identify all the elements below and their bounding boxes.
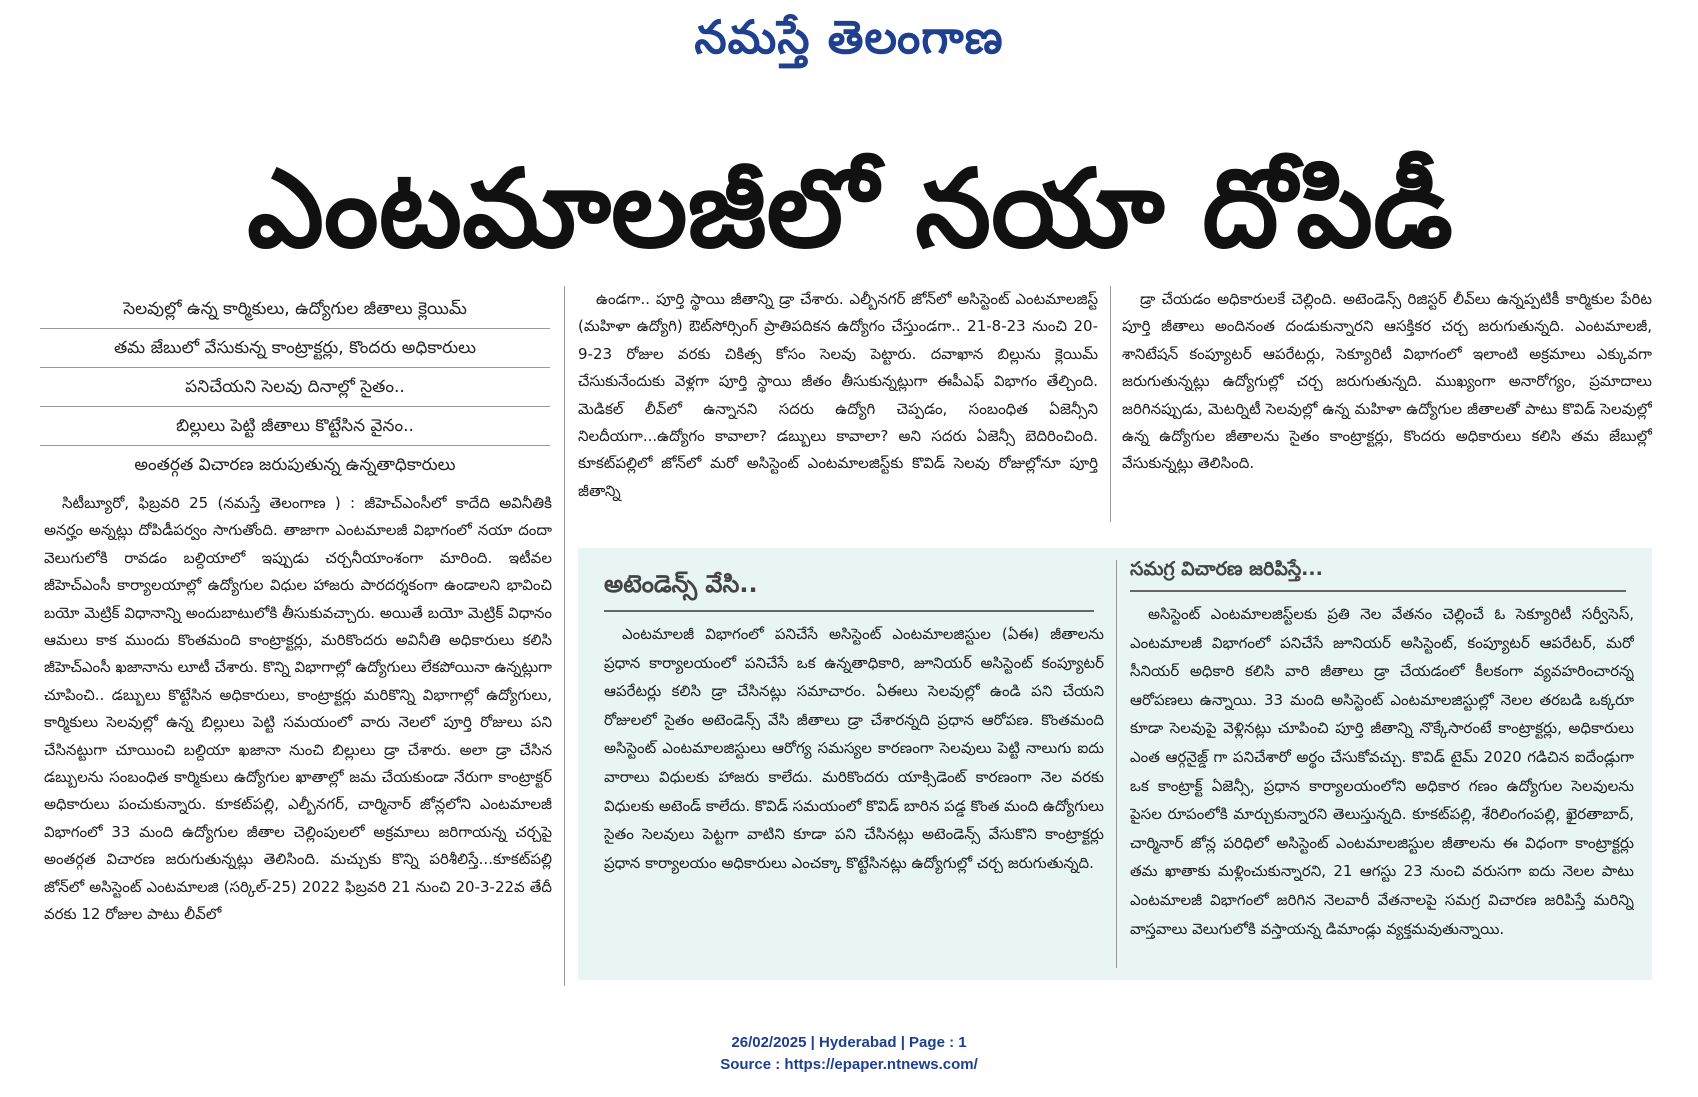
page-footer-source: Source : https://epaper.ntnews.com/ — [720, 1056, 978, 1073]
box-paragraph: అసిస్టెంట్ ఎంటమాలజిస్ట్‌లకు ప్రతి నెల వేతనం చెల్లించే ఓ సెక్యూరిటీ సర్వీసెస్, ఎంటమాలజీ విభాగంలో పనిచేసే జూనియర్ అసిస్టెంట్, కంప్యూటర్ ఆపరేటర్, మరో సీనియర్ అధికారి కలిసి వారి జీతాలు డ్రా చేయడంలో కీలకంగా వ్యవహరించారన్న ఆరోపణలు ఉన్నాయి. 33 మంది అసిస్టెంట్ ఎంటమాలజిస్టుల్లో నెలల తరబడి ఒక్కరూ కూడా సెలవుపై వెళ్లినట్లు చూపించి పూర్తి జీతాన్ని నొక్కేసారంటే కాంట్రాక్టర్లు, అధికారులు ఎంత ఆర్గనైజ్డ్ గా పనిచేశారో అర్థం చేసుకోవచ్చు. కొవిడ్ టైమ్ 2020 గడిచిన ఐదేండ్లుగా ఒక కాంట్రాక్ట్ ఏజెన్సీ, ప్రధాన కార్యాలయంలోని అధికార గణం ఉద్యోగుల సెలవులను పైసల రూపంలోకి మార్చుకున్నారని తెలుస్తున్నది. కూకట్‌పల్లి, శేరిలింగంపల్లి, ఖైరతాబాద్, చార్మినార్ జోన్ల పరిధిలో అసిస్టెంట్ ఎంటమాలజిస్టుల జీతాలను ఈ విధంగా కాంట్రాక్టర్లు తమ ఖాతాకు మళ్లించుకున్నారని, 21 ఆగస్టు 23 నుంచి వరుసగా ఐదు నెలల పాటు ఎంటమాలజీ విభాగంలో జరిగిన నెలవారీ వేతనాలపై సమగ్ర విచారణ జరిపిస్తే మరిన్ని వాస్తవాలు వెలుగులోకి వస్తాయన్న డిమాండ్లు వ్యక్తమవుతున్నాయి. — [1130, 605, 1634, 938]
column-divider — [1110, 286, 1111, 522]
article-column-middle — [578, 286, 1098, 522]
newspaper-masthead — [0, 10, 1698, 80]
page-footer-dateline: 26/02/2025 | Hyderabad | Page : 1 — [731, 1034, 967, 1051]
article-paragraph: డ్రా చేయడం అధికారులకే చెల్లింది. అటెండెన్స్ రిజిస్టర్ లీవ్‌లు ఉన్నప్పటికీ కార్మికుల పేరిట పూర్తి జీతాలు అందినంత దండుకున్నారని ఆసక్తికర చర్చ జరుగుతున్నది. ఎంటమాలజీ, శానిటేషన్ కంప్యూటర్ ఆపరేటర్లు, సెక్యూరిటీ విభాగంలో ఇలాంటి అక్రమాలు ఎక్కువగా జరుగుతున్నట్లు ఉద్యోగుల్లో చర్చ జరుగుతున్నది. ముఖ్యంగా అనారోగ్యం, ప్రమాదాలు జరిగినప్పుడు, మెటర్నిటీ సెలవుల్లో ఉన్న మహిళా ఉద్యోగుల జీతాలతో పాటు కొవిడ్ సెలవుల్లో ఉన్న ఉద్యోగుల జీతాలను సైతం కాంట్రాక్టర్లు, కొందరు అధికారులు కలిసి తమ జేబుల్లో వేసుకున్నట్లు తెలిసింది. — [1122, 290, 1652, 473]
deck-line-3: పనిచేయని సెలవు దినాల్లో సైతం.. — [40, 368, 550, 407]
sidebar-box — [578, 548, 1652, 980]
box-paragraph: ఎంటమాలజీ విభాగంలో పనిచేసే అసిస్టెంట్ ఎంటమాలజిస్టుల (ఏఈ) జీతాలను ప్రధాన కార్యాలయంలో పనిచేసే ఒక ఉన్నతాధికారి, జూనియర్ అసిస్టెంట్ కంప్యూటర్ ఆపరేటర్లు కలిసి డ్రా చేసినట్లు సమాచారం. ఏఈలు సెలవుల్లో ఉండి పని చేయని రోజులలో సైతం అటెండెన్స్ వేసి జీతాలు డ్రా చేశారన్నది ప్రధాన ఆరోపణ. కొంతమంది అసిస్టెంట్ ఎంటమాలజిస్టులు ఆరోగ్య సమస్యల కారణంగా సెలవులు పెట్టి నాలుగు ఐదు వారాలు విధులకు హాజరు కాలేదు. మరికొందరు యాక్సిడెంట్ కారణంగా నెల వరకు విధులకు అటెండ్ కాలేదు. కొవిడ్ సమయంలో కొవిడ్ బారిన పడ్డ కొంత మంది ఉద్యోగులు సైతం సెలవులు పెట్టగా వాటిని కూడా పని చేసినట్లు అటెండెన్స్ వేసుకొని కాంట్రాక్టర్లు ప్రధాన కార్యాలయం అధికారులు ఎంచక్కా కొట్టేసినట్లు ఉద్యోగుల్లో చర్చ జరుగుతున్నది. — [604, 625, 1104, 872]
box-right-column — [1130, 600, 1634, 970]
deck-line-2: తమ జేబులో వేసుకున్న కాంట్రాక్టర్లు, కొందరు అధికారులు — [40, 329, 550, 368]
masthead-logo-text: నమస్తే తెలంగాణ — [694, 10, 1004, 64]
article-paragraph: ఉండగా.. పూర్తి స్థాయి జీతాన్ని డ్రా చేశారు. ఎల్బీనగర్ జోన్‌లో అసిస్టెంట్ ఎంటమాలజిస్ట్ (మహిళా ఉద్యోగి) ఔట్‌సోర్సింగ్ ప్రాతిపదికన ఉద్యోగం చేస్తుండగా.. 21-8-23 నుంచి 20-9-23 రోజుల వరకు చికిత్స కోసం సెలవు పెట్టారు. దవాఖాన బిల్లును క్లెయిమ్ చేసుకునేందుకు వెళ్లగా పూర్తి స్థాయి జీతం తీసుకున్నట్లుగా ఈపీఎఫ్ విభాగం తేల్చింది. మెడికల్ లీవ్‌లో ఉన్నానని సదరు ఉద్యోగి చెప్పడం, సంబంధిత ఏజెన్సీని నిలదీయగా...ఉద్యోగం కావాలా? డబ్బులు కావాలా? అని సదరు ఏజెన్సీ బెదిరించింది. కూకట్‌పల్లిలో జోన్‌లో మరో అసిస్టెంట్ ఎంటమాలజిస్ట్‌కు కొవిడ్ సెలవు రోజుల్లోనూ పూర్తి జీతాన్ని — [578, 290, 1098, 500]
box-column-divider — [1116, 560, 1117, 968]
deck-line-5: అంతర్గత విచారణ జరుపుతున్న ఉన్నతాధికారులు — [134, 455, 456, 475]
article-headline: ఎంటమాలజీలో నయా దోపిడీ — [247, 147, 1453, 272]
box-left-heading: అటెండెన్స్ వేసి.. — [604, 570, 758, 598]
deck-line-1: సెలవుల్లో ఉన్న కార్మికులు, ఉద్యోగుల జీతాలు క్లెయిమ్ — [40, 290, 550, 329]
box-heading-rule — [1130, 590, 1626, 592]
article-paragraph: సిటీబ్యూరో, ఫిబ్రవరి 25 (నమస్తే తెలంగాణ ) : జీహెచ్ఎంసీలో కాదేది అవినీతికి అనర్హం అన్నట్లు దోపిడీపర్వం సాగుతోంది. తాజాగా ఎంటమాలజీ విభాగంలో నయా దందా వెలుగులోకి రావడం బల్దియాలో ఇప్పుడు చర్చనీయాంశంగా మారింది. ఇటీవల జీహెచ్ఎంసీ కార్యాలయాల్లో ఉద్యోగుల విధుల హాజరు పారదర్శకంగా ఉండాలని భావించి బయో మెట్రిక్ విధానాన్ని అందుబాటులోకి తీసుకువచ్చారు. అయితే బయో మెట్రిక్ విధానం ఆమలు కాక ముందు కొంతమంది కాంట్రాక్టర్లు, మరికొందరు అవినీతి అధికారులు కలిసి జీహెచ్ఎంసీ ఖజానాను లూటీ చేశారు. కొన్ని విభాగాల్లో ఉద్యోగులు లేకపోయినా ఉన్నట్లుగా చూపించి.. డబ్బులు కొట్టేసిన అధికారులు, కాంట్రాక్టర్లు మరికొన్ని విభాగాల్లో ఉద్యోగులు, కార్మికులు సెలవుల్లో ఉన్న బిల్లులు పెట్టి సమయంలో వారు నెలలో పూర్తి రోజులు పని చేసినట్టుగా చూయించి బల్దియా ఖజానా నుంచి బిల్లులు డ్రా చేశారు. అలా డ్రా చేసిన డబ్బులను సంబంధిత కార్మికులు ఉద్యోగుల ఖాతాల్లో జమ చేయకుండా నేరుగా కాంట్రాక్టర్ అధికారులు పంచుకున్నారు. కూకట్‌పల్లి, ఎల్బీనగర్, చార్మినార్ జోన్లలోని ఎంటమాలజీ విభాగంలో 33 మంది ఉద్యోగుల జీతాల చెల్లింపులలో అక్రమాలు జరిగాయన్న చర్చపై అంతర్గత విచారణ జరుగుతున్నట్లు తెలిసింది. మచ్చుకు కొన్ని పరిశీలిస్తే...కూకట్‌పల్లి జోన్‌లో అసిస్టెంట్ ఎంటమాలజి (సర్కిల్-25) 2022 ఫిబ్రవరి 21 నుంచి 20-3-22వ తేదీ వరకు 12 రోజుల పాటు లీవ్‌లో — [44, 494, 552, 924]
article-column-right — [1122, 286, 1652, 522]
box-heading-rule — [604, 610, 1094, 612]
column-divider — [564, 286, 565, 986]
article-column-left — [44, 490, 552, 990]
sub-headline-decks — [40, 290, 550, 484]
deck-line-4: బిల్లులు పెట్టి జీతాలు కొట్టేసిన వైనం.. — [40, 407, 550, 446]
box-right-heading: సమగ్ర విచారణ జరిపిస్తే... — [1130, 558, 1323, 580]
box-left-column — [604, 620, 1104, 970]
